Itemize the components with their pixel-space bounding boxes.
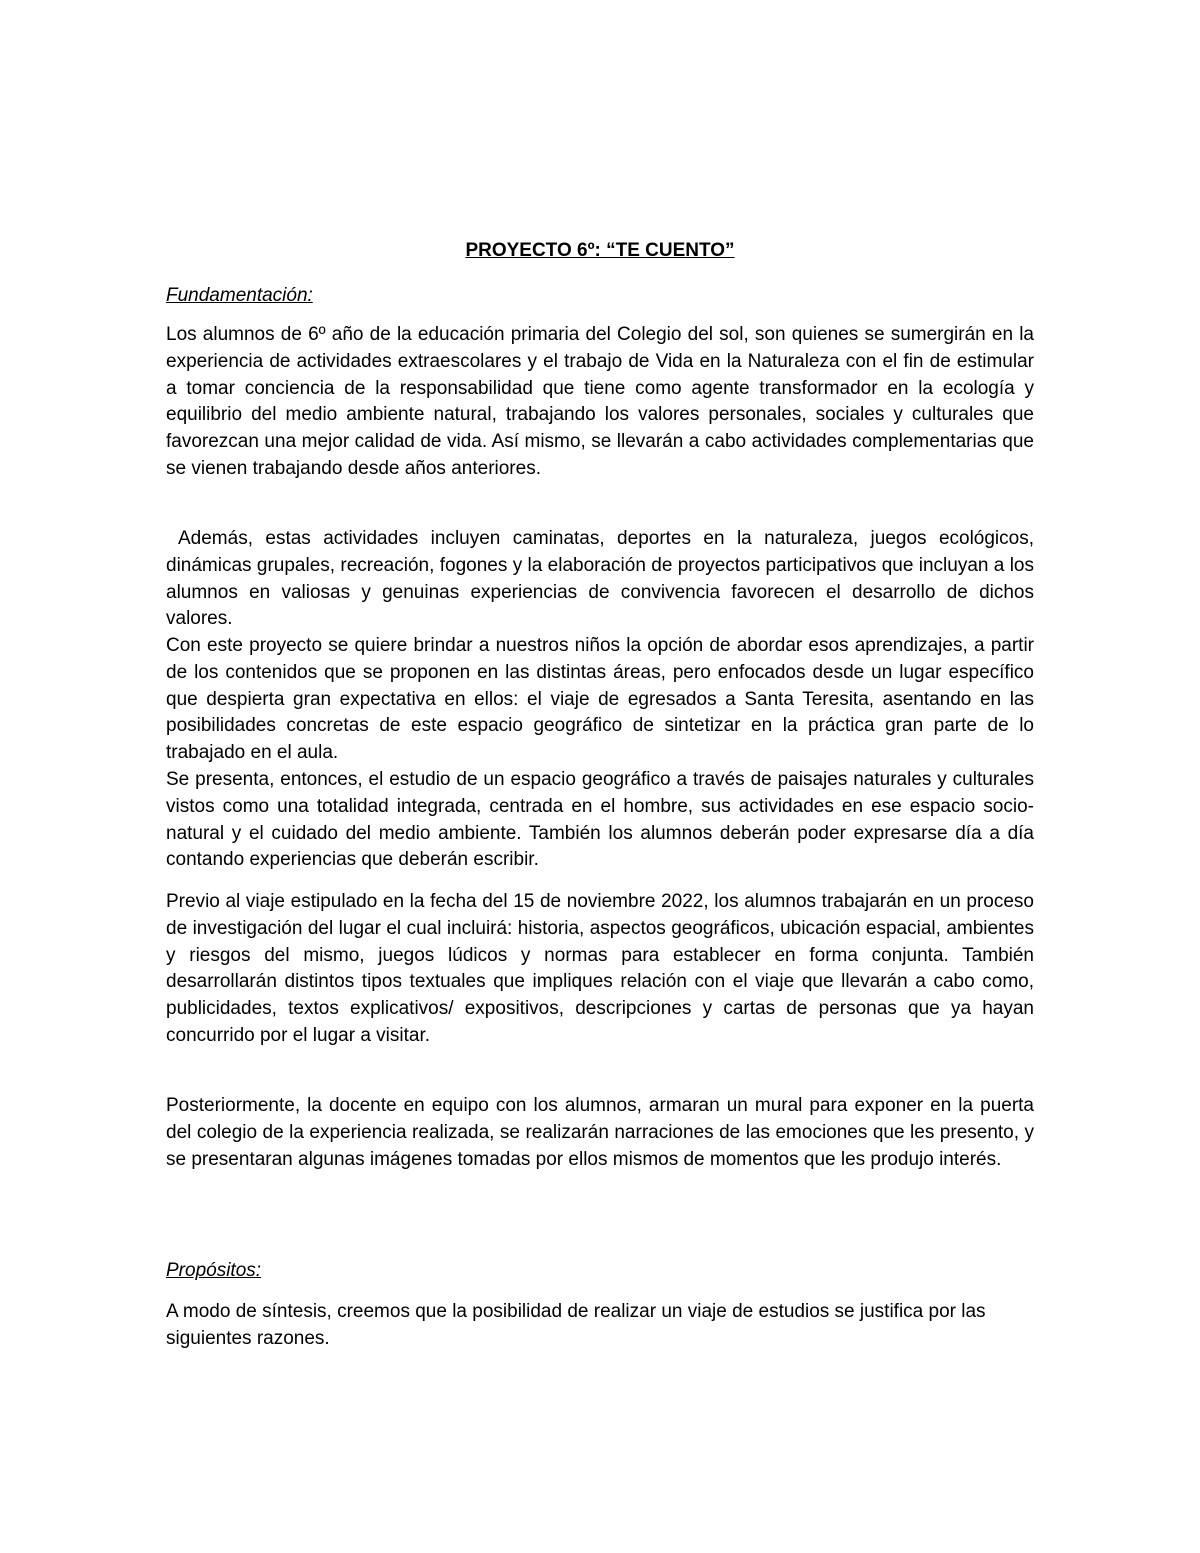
paragraph-propositos-1: A modo de síntesis, creemos que la posibilidad de realizar un viaje de estudios se justifica por las siguientes razones. (166, 1301, 986, 1349)
section-heading-propositos (166, 1258, 261, 1284)
paragraph-fundamentacion-2: Además, estas actividades incluyen caminatas, deportes en la naturaleza, juegos ecológicos, dinámicas grupales, recreación, fogones y la elaboración de proyectos participativos que incluyan a los alumnos en valiosas y genuinas experiencias de convivencia favorecen el desarrollo de dichos valores. (166, 528, 1034, 630)
section-heading-label: Propósitos (166, 1260, 256, 1281)
paragraph-fundamentacion-6: Posteriormente, la docente en equipo con los alumnos, armaran un mural para exponer en la puerta del colegio de la experiencia realizada, se realizarán narraciones de las emociones que les presento, y se presentaran algunas imágenes tomadas por ellos mismos de momentos que les produjo interés. (166, 1095, 1034, 1170)
document-title: PROYECTO 6º: “TE CUENTO” (465, 240, 735, 261)
section-heading-label: Fundamentación (166, 285, 308, 306)
section-heading-colon: : (255, 1260, 262, 1281)
paragraph-fundamentacion-3: Con este proyecto se quiere brindar a nuestros niños la opción de abordar esos aprendizajes, a partir de los contenidos que se proponen en las distintas áreas, pero enfocados desde un lugar específico que despierta gran expectativa en ellos: el viaje de egresados a Santa Teresita, asentando en las posibilidades concretas de este espacio geográfico de sintetizar en la práctica gran parte de lo trabajado en el aula. (166, 635, 1034, 764)
paragraph-fundamentacion-1: Los alumnos de 6º año de la educación primaria del Colegio del sol, son quienes se sumergirán en la experiencia de actividades extraescolares y el trabajo de Vida en la Naturaleza con el fin de estimular a tomar conciencia de la responsabilidad que tiene como agente transformador en la ecología y equilibrio del medio ambiente natural, trabajando los valores personales, sociales y culturales que favorezcan una mejor calidad de vida. Así mismo, se llevarán a cabo actividades complementarias que se vienen trabajando desde años anteriores. (166, 324, 1034, 479)
paragraph-fundamentacion-5: Previo al viaje estipulado en la fecha del 15 de noviembre 2022, los alumnos trabajarán en un proceso de investigación del lugar el cual incluirá: historia, aspectos geográficos, ubicación espacial, ambientes y riesgos del mismo, juegos lúdicos y normas para establecer en forma conjunta. También desarrollarán distintos tipos textuales que impliques relación con el viaje que llevarán a cabo como, publicidades, textos explicativos/ expositivos, descripciones y cartas de personas que ya hayan concurrido por el lugar a visitar. (166, 891, 1034, 1046)
section-heading-colon: : (307, 285, 313, 306)
paragraph-fundamentacion-4: Se presenta, entonces, el estudio de un espacio geográfico a través de paisajes naturales y culturales vistos como una totalidad integrada, centrada en el hombre, sus actividades en ese espacio socio-natural y el cuidado del medio ambiente. También los alumnos deberán poder expresarse día a día contando experiencias que deberán escribir. (166, 769, 1034, 871)
section-heading-fundamentacion (166, 283, 313, 309)
